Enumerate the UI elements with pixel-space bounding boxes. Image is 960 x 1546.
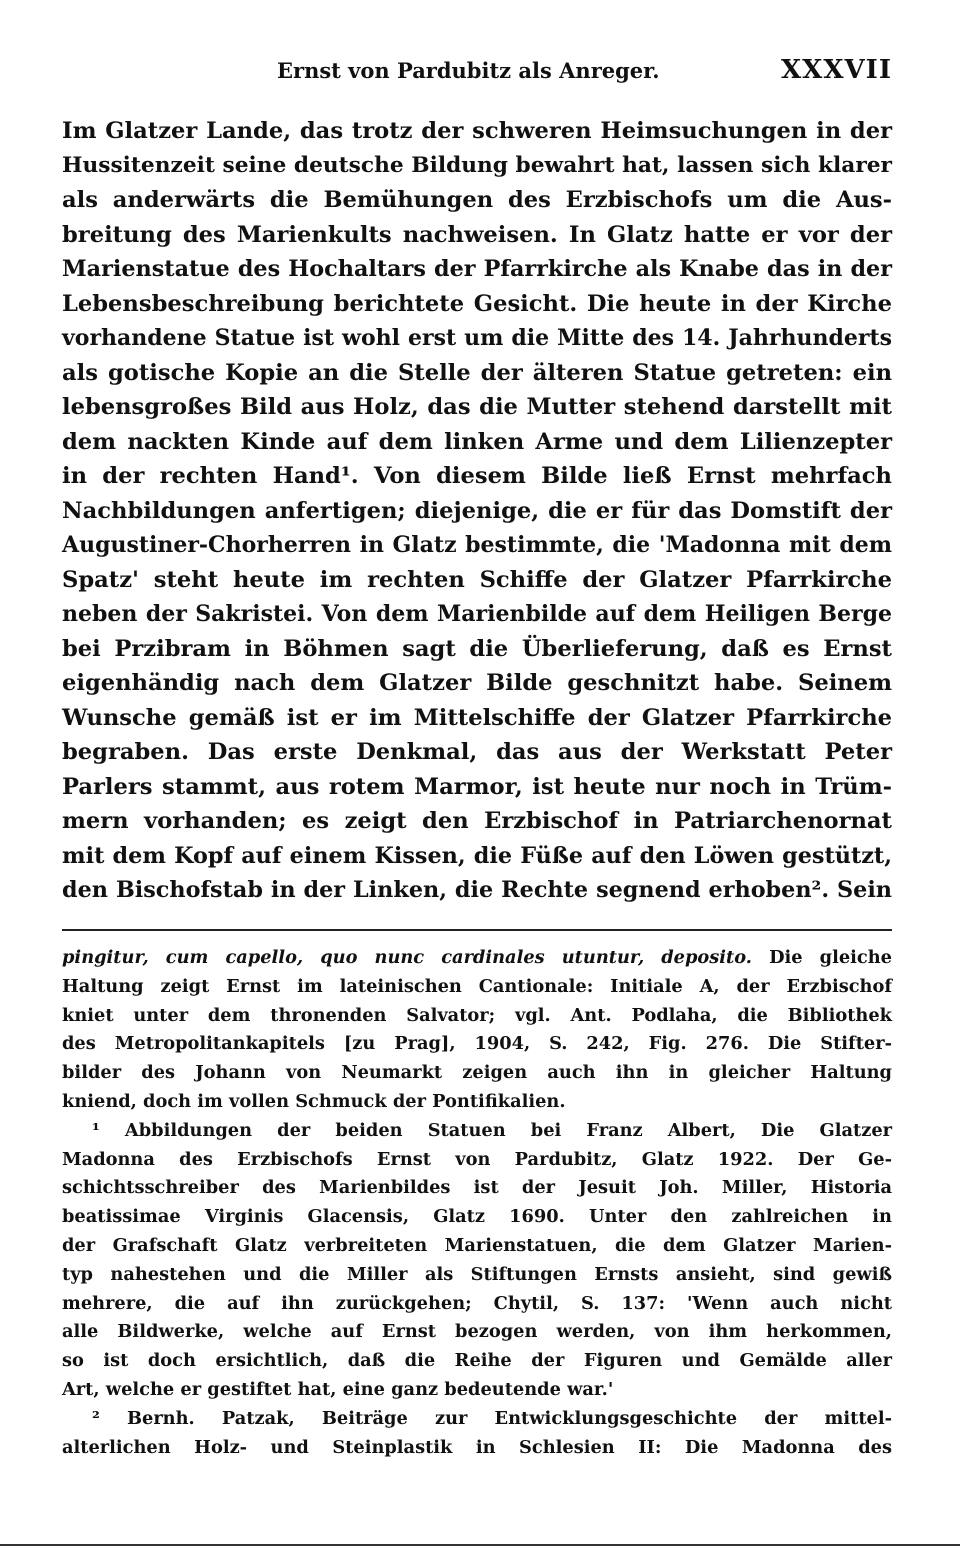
footnote-line: Haltung zeigt Ernst im lateinischen Cantionale: Initiale A, der Erzbischof — [62, 975, 892, 997]
text-line: vorhandene Statue ist wohl erst um die Mitte des 14. Jahrhunderts — [62, 325, 892, 351]
footnote-line: schichtsschreiber des Marienbildes ist der Jesuit Joh. Miller, Historia — [62, 1177, 892, 1199]
text-line: Wunsche gemäß ist er im Mittelschiffe der Glatzer Pfarrkirche — [62, 704, 892, 731]
text-line: lebensgroßes Bild aus Holz, das die Mutter stehend darstellt mit — [62, 394, 892, 420]
footnote-line: ² Bernh. Patzak, Beiträge zur Entwicklungsgeschichte der mittel- — [92, 1407, 892, 1429]
text-line: Lebensbeschreibung berichtete Gesicht. Die heute in der Kirche — [62, 290, 892, 317]
text-line: Parlers stammt, aus rotem Marmor, ist heute nur noch in Trüm- — [62, 773, 892, 800]
text-line: bei Przibram in Böhmen sagt die Überlieferung, daß es Ernst — [62, 635, 892, 662]
footnote-line: ¹ Abbildungen der beiden Statuen bei Franz Albert, Die Glatzer — [92, 1119, 892, 1141]
footnote-line: der Grafschaft Glatz verbreiteten Marienstatuen, die dem Glatzer Marien- — [62, 1234, 892, 1256]
text-line: in der rechten Hand¹. Von diesem Bilde ließ Ernst mehrfach — [62, 463, 892, 489]
footnote-line: beatissimae Virginis Glacensis, Glatz 1690. Unter den zahlreichen in — [62, 1206, 892, 1228]
footnote-line: Art, welche er gestiftet hat, eine ganz bedeutende war.' — [62, 1378, 614, 1400]
footnote-line: Madonna des Erzbischofs Ernst von Pardubitz, Glatz 1922. Der Ge- — [62, 1148, 892, 1170]
footnote-line: so ist doch ersichtlich, daß die Reihe der Figuren und Gemälde aller — [62, 1350, 892, 1372]
text-line: dem nackten Kinde auf dem linken Arme und dem Lilienzepter — [62, 428, 892, 455]
text-line: Marienstatue des Hochaltars der Pfarrkirche als Knabe das in der — [62, 256, 892, 282]
text-line: den Bischofstab in der Linken, die Rechte segnend erhoben². Sein — [62, 877, 892, 903]
page-header — [62, 55, 892, 94]
footnote-line: alterlichen Holz- und Steinplastik in Schlesien II: Die Madonna des — [62, 1436, 892, 1458]
text-line: mit dem Kopf auf einem Kissen, die Füße auf den Löwen gestützt, — [62, 842, 892, 869]
footnote-separator-rule — [62, 929, 892, 931]
text-line: mern vorhanden; es zeigt den Erzbischof in Patriarchenornat — [62, 808, 892, 834]
body-text — [62, 114, 892, 908]
text-line: als anderwärts die Bemühungen des Erzbischofs um die Aus- — [62, 187, 892, 213]
running-head: Ernst von Pardubitz als Anreger. — [277, 58, 660, 83]
text-line: breitung des Marienkults nachweisen. In Glatz hatte er vor der — [62, 221, 892, 248]
text-line: als gotische Kopie an die Stelle der älteren Statue getreten: ein — [62, 359, 892, 386]
footnote-line: bilder des Johann von Neumarkt zeigen auch ihn in gleicher Haltung — [62, 1062, 892, 1084]
text-line: neben der Sakristei. Von dem Marienbilde auf dem Heiligen Berge — [62, 601, 892, 627]
footnote-line: kniend, doch im vollen Schmuck der Pontifikalien. — [62, 1090, 566, 1112]
text-line: eigenhändig nach dem Glatzer Bilde geschnitzt habe. Seinem — [62, 670, 892, 696]
footnote-line: pingitur, cum capello, quo nunc cardinales utuntur, deposito. Die gleiche — [62, 947, 892, 968]
text-line: Nachbildungen anfertigen; diejenige, die er für das Domstift der — [62, 497, 892, 524]
text-line: Im Glatzer Lande, das trotz der schweren Heimsuchungen in der — [62, 118, 892, 144]
text-line: Spatz' steht heute im rechten Schiffe der Glatzer Pfarrkirche — [62, 566, 892, 593]
footnote-line: des Metropolitankapitels [zu Prag], 1904, S. 242, Fig. 276. Die Stifter- — [62, 1033, 892, 1055]
text-line: Augustiner-Chorherren in Glatz bestimmte, die 'Madonna mit dem — [62, 532, 892, 558]
page-number: XXXVII — [780, 55, 892, 85]
footnote-line: typ nahestehen und die Miller als Stiftungen Ernsts ansieht, sind gewiß — [62, 1263, 892, 1285]
text-line: begraben. Das erste Denkmal, das aus der Werkstatt Peter — [62, 739, 892, 765]
footnote-line: kniet unter dem thronenden Salvator; vgl. Ant. Podlaha, die Bibliothek — [62, 1004, 892, 1026]
footnote-line: mehrere, die auf ihn zurückgehen; Chytil, S. 137: 'Wenn auch nicht — [62, 1292, 892, 1314]
footnote-line: alle Bildwerke, welche auf Ernst bezogen werden, von ihm herkommen, — [62, 1321, 892, 1343]
footnotes — [62, 944, 892, 1462]
text-line: Hussitenzeit seine deutsche Bildung bewahrt hat, lassen sich klarer — [62, 152, 892, 178]
